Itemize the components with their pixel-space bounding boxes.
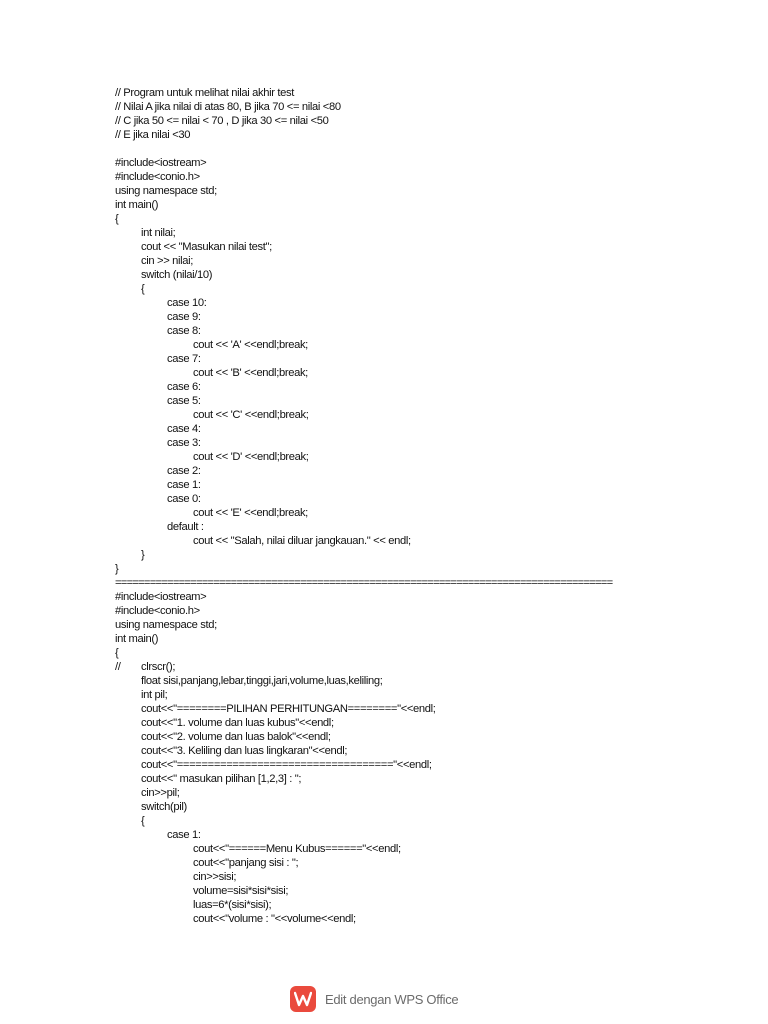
code-line: cin >> nilai;: [141, 255, 194, 267]
code-line: cout << 'D' <<endl;break;: [193, 451, 309, 463]
code-line: case 6:: [167, 381, 201, 393]
code-line: int main(): [115, 633, 159, 645]
comment-marker: //: [115, 661, 121, 673]
code-line: cin>>pil;: [141, 787, 180, 799]
code-line: {: [141, 815, 145, 827]
code-line: cout<<"volume : "<<volume<<endl;: [193, 913, 356, 925]
code-line: using namespace std;: [115, 185, 217, 197]
code-line: cout<<"======Menu Kubus======"<<endl;: [193, 843, 401, 855]
code-line: case 3:: [167, 437, 201, 449]
code-line: cout<<"panjang sisi : ";: [193, 857, 299, 869]
code-line: case 5:: [167, 395, 201, 407]
code-line: case 2:: [167, 465, 201, 477]
code-line: cout << 'E' <<endl;break;: [193, 507, 308, 519]
code-line: cout<<"2. volume dan luas balok"<<endl;: [141, 731, 331, 743]
code-line: // C jika 50 <= nilai < 70 , D jika 30 <= nilai <50: [115, 115, 329, 127]
code-line: cout<<"==================================="<<endl;: [141, 759, 432, 771]
code-line: cout<<"3. Keliling dan luas lingkaran"<<endl;: [141, 745, 348, 757]
wps-edit-link[interactable]: [290, 985, 458, 1013]
code-line: switch(pil): [141, 801, 187, 813]
code-line: switch (nilai/10): [141, 269, 213, 281]
wps-edit-label: Edit dengan WPS Office: [325, 991, 459, 1007]
code-line: case 8:: [167, 325, 201, 337]
wps-office-logo-icon: [290, 986, 316, 1012]
code-line: int main(): [115, 199, 159, 211]
code-line: {: [141, 283, 145, 295]
code-line: // Program untuk melihat nilai akhir test: [115, 87, 295, 99]
code-line: case 7:: [167, 353, 201, 365]
code-line: cout << 'B' <<endl;break;: [193, 367, 308, 379]
code-line: // Nilai A jika nilai di atas 80, B jika 70 <= nilai <80: [115, 101, 341, 113]
code-line: #include<conio.h>: [115, 171, 200, 183]
code-line: default :: [167, 521, 204, 533]
code-line: clrscr();: [141, 661, 176, 673]
code-line: using namespace std;: [115, 619, 217, 631]
separator-line: ======================================================================================: [115, 577, 613, 589]
code-line: // E jika nilai <30: [115, 129, 191, 141]
code-line: cout << 'A' <<endl;break;: [193, 339, 308, 351]
code-line: cout << "Masukan nilai test";: [141, 241, 272, 253]
code-line: }: [141, 549, 145, 561]
code-line: #include<conio.h>: [115, 605, 200, 617]
code-line: cout<<"========PILIHAN PERHITUNGAN========"<<endl;: [141, 703, 436, 715]
code-line: {: [115, 647, 119, 659]
code-line: volume=sisi*sisi*sisi;: [193, 885, 289, 897]
code-line: case 1:: [167, 479, 201, 491]
code-line: case 9:: [167, 311, 201, 323]
code-line: #include<iostream>: [115, 157, 207, 169]
code-line: case 1:: [167, 829, 201, 841]
code-line: int pil;: [141, 689, 168, 701]
code-line: cout << "Salah, nilai diluar jangkauan." << endl;: [193, 535, 411, 547]
code-line: luas=6*(sisi*sisi);: [193, 899, 272, 911]
code-line: case 4:: [167, 423, 201, 435]
code-line: cout<<"1. volume dan luas kubus"<<endl;: [141, 717, 334, 729]
code-line: cout<<" masukan pilihan [1,2,3] : ";: [141, 773, 302, 785]
code-line: case 10:: [167, 297, 207, 309]
code-line: cout << 'C' <<endl;break;: [193, 409, 309, 421]
code-line: {: [115, 213, 119, 225]
code-line: float sisi,panjang,lebar,tinggi,jari,volume,luas,keliling;: [141, 675, 383, 687]
code-line: #include<iostream>: [115, 591, 207, 603]
code-line: cin>>sisi;: [193, 871, 237, 883]
code-line: case 0:: [167, 493, 201, 505]
code-line: int nilai;: [141, 227, 176, 239]
code-line: }: [115, 563, 119, 575]
